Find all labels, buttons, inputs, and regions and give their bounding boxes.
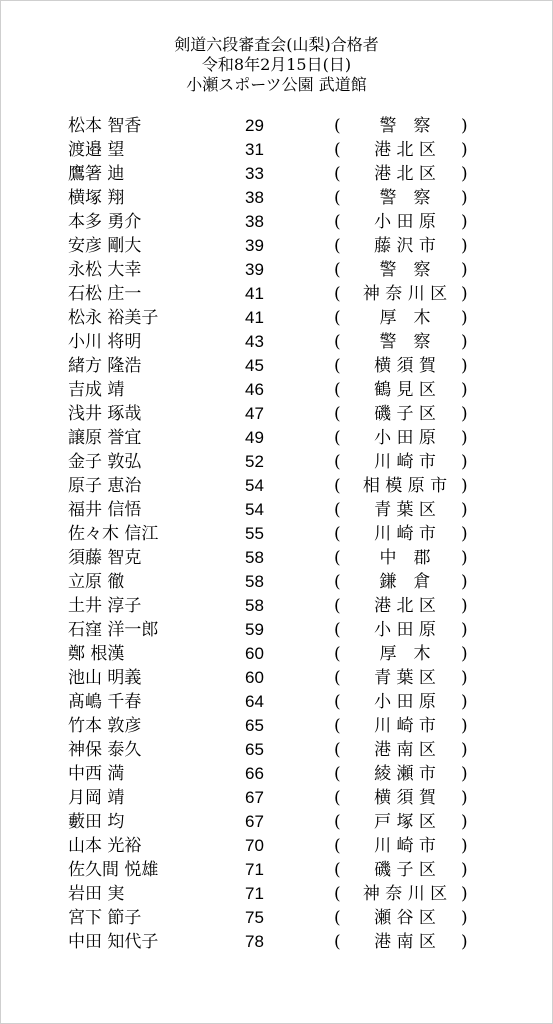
passer-affiliation: 警 察 — [379, 260, 431, 280]
passer-affiliation: 鎌 倉 — [379, 572, 431, 592]
paren-open: ( — [334, 860, 341, 880]
passer-age: 49 — [245, 428, 264, 447]
paren-open: ( — [334, 404, 341, 424]
passer-row — [1, 162, 552, 186]
paren-close: ) — [461, 356, 468, 376]
passer-name: 神保 泰久 — [68, 740, 142, 760]
passer-age: 65 — [245, 740, 264, 759]
passer-age: 47 — [245, 404, 264, 423]
passer-affiliation: 鶴 見 区 — [374, 380, 436, 400]
passer-name: 山本 光裕 — [68, 836, 142, 856]
paren-open: ( — [334, 668, 341, 688]
paren-open: ( — [334, 356, 341, 376]
paren-close: ) — [461, 404, 468, 424]
paren-close: ) — [461, 164, 468, 184]
passer-affiliation: 警 察 — [379, 332, 431, 352]
paren-open: ( — [334, 740, 341, 760]
paren-open: ( — [334, 908, 341, 928]
passer-affiliation: 小 田 原 — [374, 428, 436, 448]
passer-name: 横塚 翔 — [68, 188, 125, 208]
passer-row — [1, 714, 552, 738]
passer-name: 岩田 実 — [68, 884, 125, 904]
passer-affiliation: 港 北 区 — [374, 140, 436, 160]
passer-name: 中田 知代子 — [68, 932, 159, 952]
paren-close: ) — [461, 548, 468, 568]
passer-row — [1, 498, 552, 522]
passer-affiliation: 小 田 原 — [374, 620, 436, 640]
paren-close: ) — [461, 140, 468, 160]
passer-row — [1, 138, 552, 162]
passer-age: 58 — [245, 596, 264, 615]
passer-age: 64 — [245, 692, 264, 711]
passer-name: 石松 庄一 — [68, 284, 142, 304]
passer-row — [1, 690, 552, 714]
passer-name: 吉成 靖 — [68, 380, 125, 400]
passer-name: 緒方 隆浩 — [68, 356, 142, 376]
passer-name: 福井 信悟 — [68, 500, 142, 520]
paren-open: ( — [334, 380, 341, 400]
paren-open: ( — [334, 836, 341, 856]
paren-close: ) — [461, 836, 468, 856]
paren-open: ( — [334, 884, 341, 904]
paren-close: ) — [461, 740, 468, 760]
paren-close: ) — [461, 188, 468, 208]
passer-age: 55 — [245, 524, 264, 543]
passer-affiliation: 神 奈 川 区 — [362, 284, 448, 304]
passer-row — [1, 834, 552, 858]
paren-close: ) — [461, 260, 468, 280]
passer-name: 中西 満 — [68, 764, 125, 784]
passer-affiliation: 小 田 原 — [374, 692, 436, 712]
passer-row — [1, 378, 552, 402]
paren-open: ( — [334, 596, 341, 616]
passer-age: 45 — [245, 356, 264, 375]
passer-affiliation: 港 南 区 — [374, 932, 436, 952]
passer-name: 松永 裕美子 — [68, 308, 159, 328]
passer-row — [1, 762, 552, 786]
passer-age: 46 — [245, 380, 264, 399]
passer-age: 29 — [245, 116, 264, 135]
paren-close: ) — [461, 380, 468, 400]
paren-open: ( — [334, 188, 341, 208]
paren-close: ) — [461, 764, 468, 784]
paren-open: ( — [334, 620, 341, 640]
paren-close: ) — [461, 668, 468, 688]
paren-open: ( — [334, 260, 341, 280]
paren-close: ) — [461, 476, 468, 496]
passer-age: 41 — [245, 284, 264, 303]
passer-affiliation: 港 北 区 — [374, 596, 436, 616]
paren-open: ( — [334, 524, 341, 544]
passer-affiliation: 厚 木 — [379, 308, 431, 328]
passer-affiliation: 青 葉 区 — [374, 668, 436, 688]
passer-row — [1, 858, 552, 882]
paren-close: ) — [461, 908, 468, 928]
passer-age: 38 — [245, 212, 264, 231]
passer-name: 松本 智香 — [68, 116, 142, 136]
passer-name: 池山 明義 — [68, 668, 142, 688]
paren-open: ( — [334, 236, 341, 256]
passer-row — [1, 474, 552, 498]
passer-row — [1, 186, 552, 210]
passer-affiliation: 港 南 区 — [374, 740, 436, 760]
passer-row — [1, 330, 552, 354]
passer-row — [1, 786, 552, 810]
passer-age: 60 — [245, 668, 264, 687]
paren-open: ( — [334, 140, 341, 160]
passer-row — [1, 426, 552, 450]
paren-close: ) — [461, 620, 468, 640]
paren-open: ( — [334, 932, 341, 952]
paren-close: ) — [461, 884, 468, 904]
passer-affiliation: 瀬 谷 区 — [374, 908, 436, 928]
paren-close: ) — [461, 452, 468, 472]
document-title: 剣道六段審査会(山梨)合格者 — [174, 35, 379, 54]
passer-affiliation: 川 崎 市 — [374, 716, 436, 736]
passer-name: 髙嶋 千春 — [68, 692, 142, 712]
paren-close: ) — [461, 812, 468, 832]
paren-open: ( — [334, 788, 341, 808]
paren-open: ( — [334, 692, 341, 712]
passer-row — [1, 282, 552, 306]
paren-close: ) — [461, 716, 468, 736]
passer-row — [1, 522, 552, 546]
paren-open: ( — [334, 164, 341, 184]
passer-affiliation: 厚 木 — [379, 644, 431, 664]
passer-affiliation: 戸 塚 区 — [374, 812, 436, 832]
exam-venue: 小瀬スポーツ公園 武道館 — [186, 75, 367, 94]
exam-date: 令和8年2月15日(日) — [201, 55, 352, 74]
passer-name: 原子 恵治 — [68, 476, 142, 496]
passer-row — [1, 618, 552, 642]
passer-age: 33 — [245, 164, 264, 183]
paren-close: ) — [461, 212, 468, 232]
passer-row — [1, 210, 552, 234]
passer-name: 竹本 敦彦 — [68, 716, 142, 736]
passer-row — [1, 114, 552, 138]
passer-row — [1, 450, 552, 474]
paren-close: ) — [461, 596, 468, 616]
document-header — [1, 35, 552, 95]
paren-open: ( — [334, 644, 341, 664]
passer-row — [1, 810, 552, 834]
passer-name: 鷹箸 迪 — [68, 164, 125, 184]
passer-age: 58 — [245, 572, 264, 591]
passer-name: 立原 徹 — [68, 572, 125, 592]
passer-affiliation: 綾 瀬 市 — [374, 764, 436, 784]
passer-affiliation: 神 奈 川 区 — [362, 884, 448, 904]
paren-close: ) — [461, 524, 468, 544]
passer-name: 佐々木 信江 — [68, 524, 159, 544]
passer-affiliation: 川 崎 市 — [374, 836, 436, 856]
passer-affiliation: 川 崎 市 — [374, 452, 436, 472]
passer-row — [1, 642, 552, 666]
passer-name: 渡邉 望 — [68, 140, 125, 160]
passer-row — [1, 738, 552, 762]
paren-close: ) — [461, 428, 468, 448]
paren-open: ( — [334, 812, 341, 832]
passer-name: 安彦 剛大 — [68, 236, 142, 256]
paren-close: ) — [461, 860, 468, 880]
passer-affiliation: 相 模 原 市 — [362, 476, 448, 496]
passer-name: 金子 敦弘 — [68, 452, 142, 472]
paren-close: ) — [461, 788, 468, 808]
passer-age: 58 — [245, 548, 264, 567]
paren-close: ) — [461, 644, 468, 664]
passer-row — [1, 354, 552, 378]
passer-row — [1, 906, 552, 930]
passer-age: 54 — [245, 476, 264, 495]
paren-open: ( — [334, 572, 341, 592]
passer-name: 本多 勇介 — [68, 212, 142, 232]
passer-affiliation: 藤 沢 市 — [374, 236, 436, 256]
paren-close: ) — [461, 932, 468, 952]
passer-affiliation: 小 田 原 — [374, 212, 436, 232]
passer-row — [1, 666, 552, 690]
passer-name: 佐久間 悦雄 — [68, 860, 159, 880]
passer-name: 浅井 琢哉 — [68, 404, 142, 424]
passer-age: 71 — [245, 860, 264, 879]
paren-open: ( — [334, 716, 341, 736]
passer-age: 60 — [245, 644, 264, 663]
passer-age: 54 — [245, 500, 264, 519]
paren-close: ) — [461, 116, 468, 136]
passer-name: 石窪 洋一郎 — [68, 620, 159, 640]
passer-name: 月岡 靖 — [68, 788, 125, 808]
paren-open: ( — [334, 116, 341, 136]
passer-name: 藪田 均 — [68, 812, 125, 832]
passer-age: 66 — [245, 764, 264, 783]
passer-age: 38 — [245, 188, 264, 207]
passer-row — [1, 258, 552, 282]
passer-list — [1, 114, 552, 954]
passer-name: 宮下 節子 — [68, 908, 142, 928]
passer-row — [1, 570, 552, 594]
passer-age: 75 — [245, 908, 264, 927]
passer-age: 78 — [245, 932, 264, 951]
passer-age: 39 — [245, 236, 264, 255]
passer-age: 70 — [245, 836, 264, 855]
passer-affiliation: 青 葉 区 — [374, 500, 436, 520]
paren-close: ) — [461, 500, 468, 520]
passer-row — [1, 930, 552, 954]
passer-age: 67 — [245, 812, 264, 831]
passer-age: 65 — [245, 716, 264, 735]
paren-close: ) — [461, 236, 468, 256]
passer-age: 71 — [245, 884, 264, 903]
passer-age: 41 — [245, 308, 264, 327]
paren-close: ) — [461, 692, 468, 712]
passer-affiliation: 港 北 区 — [374, 164, 436, 184]
passer-age: 43 — [245, 332, 264, 351]
passer-row — [1, 402, 552, 426]
passer-row — [1, 306, 552, 330]
paren-open: ( — [334, 452, 341, 472]
passer-row — [1, 546, 552, 570]
paren-open: ( — [334, 332, 341, 352]
paren-close: ) — [461, 284, 468, 304]
passer-name: 土井 淳子 — [68, 596, 142, 616]
paren-open: ( — [334, 500, 341, 520]
paren-close: ) — [461, 572, 468, 592]
passer-age: 31 — [245, 140, 264, 159]
passer-name: 小川 将明 — [68, 332, 142, 352]
paren-open: ( — [334, 548, 341, 568]
passer-affiliation: 川 崎 市 — [374, 524, 436, 544]
paren-open: ( — [334, 212, 341, 232]
passer-affiliation: 磯 子 区 — [374, 860, 436, 880]
passer-age: 39 — [245, 260, 264, 279]
passer-affiliation: 警 察 — [379, 188, 431, 208]
passer-row — [1, 594, 552, 618]
paren-open: ( — [334, 284, 341, 304]
passer-row — [1, 882, 552, 906]
passer-name: 鄭 根漢 — [68, 644, 125, 664]
passer-age: 59 — [245, 620, 264, 639]
passer-name: 譲原 誉宜 — [68, 428, 142, 448]
passer-affiliation: 警 察 — [379, 116, 431, 136]
passer-affiliation: 横 須 賀 — [374, 356, 436, 376]
passer-affiliation: 横 須 賀 — [374, 788, 436, 808]
paren-close: ) — [461, 332, 468, 352]
passer-name: 永松 大幸 — [68, 260, 142, 280]
passer-affiliation: 磯 子 区 — [374, 404, 436, 424]
paren-close: ) — [461, 308, 468, 328]
passer-age: 67 — [245, 788, 264, 807]
passer-row — [1, 234, 552, 258]
passer-affiliation: 中 郡 — [379, 548, 431, 568]
paren-open: ( — [334, 764, 341, 784]
paren-open: ( — [334, 476, 341, 496]
passer-name: 須藤 智克 — [68, 548, 142, 568]
paren-open: ( — [334, 428, 341, 448]
paren-open: ( — [334, 308, 341, 328]
passer-age: 52 — [245, 452, 264, 471]
